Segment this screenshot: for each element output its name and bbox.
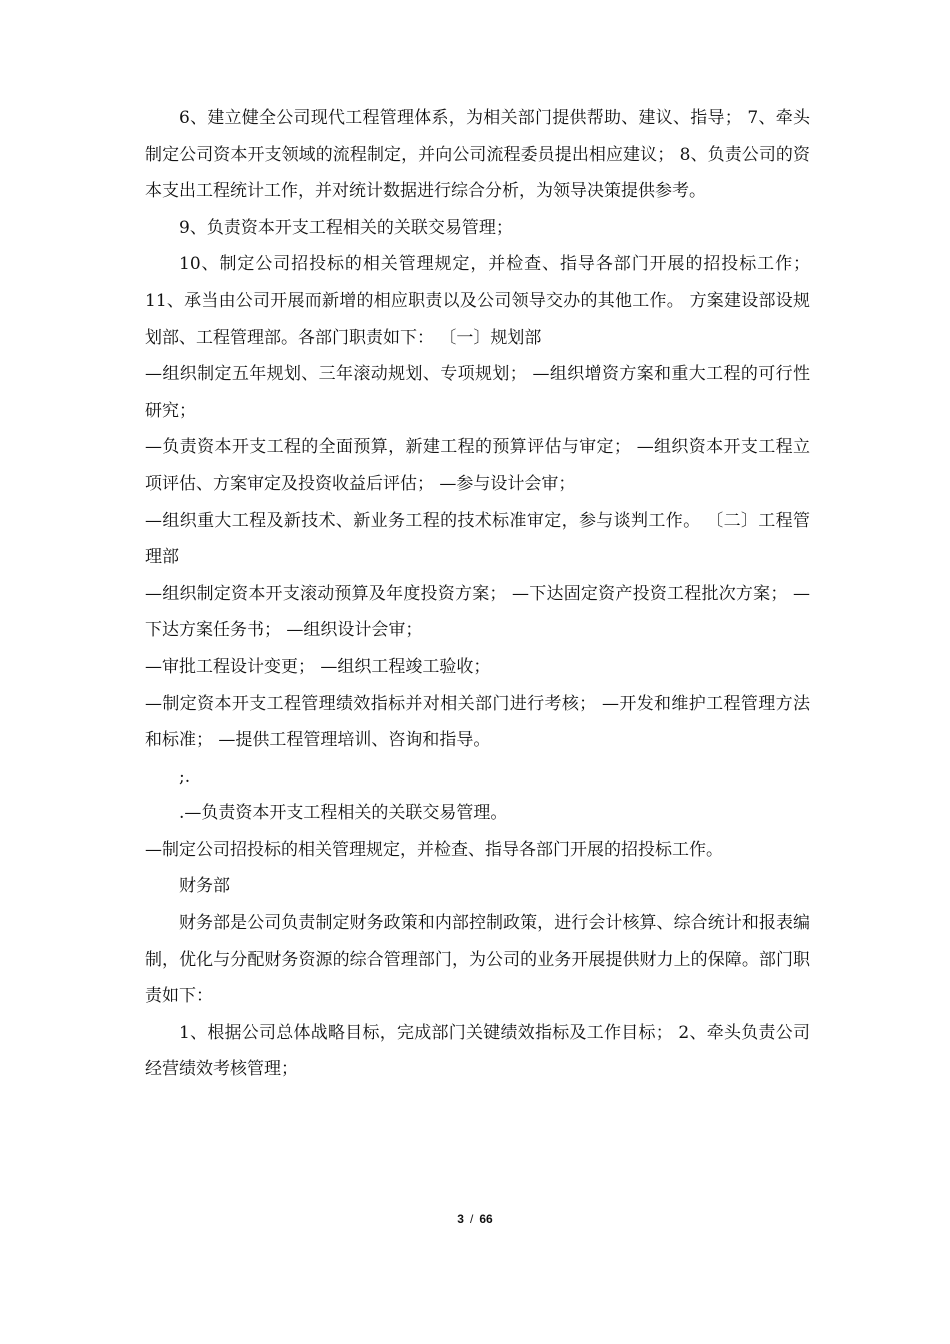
current-page-number: 3 <box>457 1212 464 1226</box>
page-number-footer <box>0 1212 950 1226</box>
paragraph: 6、建立健全公司现代工程管理体系，为相关部门提供帮助、建议、指导； 7、牵头制定公司资本开支领域的流程制定，并向公司流程委员提出相应建议； 8、负责公司的资本支出工程统计工作，并对统计数据进行综合分析，为领导决策提供参考。 <box>145 108 810 202</box>
paragraph: —组织制定五年规划、三年滚动规划、专项规划； —组织增资方案和重大工程的可行性研究； <box>145 364 810 421</box>
total-pages-number: 66 <box>479 1212 493 1226</box>
paragraph: 1、根据公司总体战略目标，完成部门关键绩效指标及工作目标； 2、牵头负责公司经营绩效考核管理； <box>145 1022 810 1080</box>
paragraph: .—负责资本开支工程相关的关联交易管理。 <box>179 803 508 824</box>
paragraph: —制定资本开支工程管理绩效指标并对相关部门进行考核； —开发和维护工程管理方法和标准； —提供工程管理培训、咨询和指导。 <box>145 693 810 751</box>
paragraph: —负责资本开支工程的全面预算，新建工程的预算评估与审定； —组织资本开支工程立项评估、方案审定及投资收益后评估； —参与设计会审； <box>145 437 810 494</box>
document-body <box>145 100 810 1088</box>
paragraph: —组织重大工程及新技术、新业务工程的技术标准审定，参与谈判工作。 〔二〕工程管理部 <box>145 510 810 568</box>
paragraph: 9、负责资本开支工程相关的关联交易管理； <box>179 217 513 238</box>
paragraph: —组织制定资本开支滚动预算及年度投资方案； —下达固定资产投资工程批次方案； —下达方案任务书； —组织设计会审； <box>145 583 810 641</box>
section-heading: 财务部 <box>179 876 230 897</box>
paragraph: —审批工程设计变更； —组织工程竣工验收； <box>145 656 491 677</box>
paragraph: —制定公司招投标的相关管理规定，并检查、指导各部门开展的招投标工作。 <box>145 839 723 860</box>
paragraph: ;. <box>179 766 191 787</box>
paragraph: 10、制定公司招投标的相关管理规定，并检查、指导各部门开展的招投标工作； 11、承当由公司开展而新增的相应职责以及公司领导交办的其他工作。 方案建设部设规划部、工程管理部。各部门职责如下： 〔一〕规划部 <box>145 254 810 348</box>
page-separator: / <box>469 1212 474 1226</box>
paragraph: 财务部是公司负责制定财务政策和内部控制政策，进行会计核算、综合统计和报表编制，优化与分配财务资源的综合管理部门，为公司的业务开展提供财力上的保障。部门职责如下： <box>145 913 810 1007</box>
